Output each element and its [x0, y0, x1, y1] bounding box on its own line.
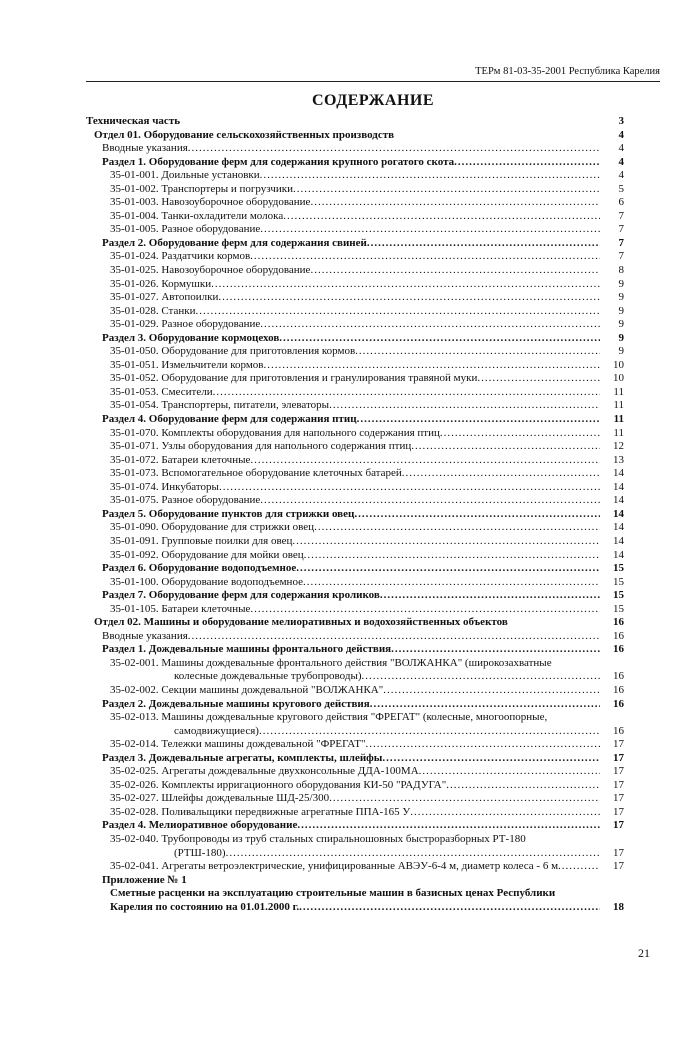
toc-entry-title: Комплекты оборудования для напольного содержания птиц [161, 426, 440, 439]
toc-leader-dots [226, 847, 600, 861]
toc-entry-code: 35-01-051. [110, 358, 162, 371]
toc-entry-page: 8 [618, 264, 624, 277]
toc-entry [86, 332, 624, 346]
toc-entry [86, 156, 624, 170]
toc-leader-dots [213, 386, 600, 400]
toc-entry-page: 9 [618, 318, 624, 331]
toc-entry-page: 17 [613, 860, 624, 873]
toc-leader-dots [391, 643, 600, 657]
toc-entry-title: Тележки машины дождевальной "ФРЕГАТ" [161, 738, 366, 751]
toc-entry-page: 17 [613, 792, 624, 805]
toc-entry-code: 35-02-028. [110, 805, 162, 818]
toc-entry-title: Навозоуборочное оборудование [161, 196, 311, 209]
toc-leader-dots [310, 196, 600, 210]
toc-entry [86, 576, 624, 590]
toc-entry-page: 11 [613, 413, 624, 426]
toc-entry-title: Машины дождевальные кругового действия "ФРЕГАТ" (колесные, многоопорные, [161, 711, 548, 724]
toc-entry [86, 264, 624, 278]
toc-entry [86, 250, 624, 264]
toc-entry [86, 765, 624, 779]
toc-entry-code: 35-01-053. [110, 385, 162, 398]
toc-entry-page: 16 [613, 724, 624, 737]
toc-entry [86, 833, 624, 847]
toc-entry-page: 16 [613, 697, 624, 710]
toc-leader-dots [296, 562, 600, 576]
toc-leader-dots [383, 684, 600, 698]
toc-entry-title: Оборудование для приготовления кормов [161, 345, 356, 358]
toc-leader-dots [219, 481, 600, 495]
toc-entry [86, 196, 624, 210]
toc-entry-title: Сметные расценки на эксплуатацию строительные машин в базисных ценах Республики [110, 887, 556, 900]
toc-entry-page: 7 [618, 236, 624, 249]
toc-entry-page: 4 [618, 142, 624, 155]
toc-entry [86, 535, 624, 549]
toc-entry [86, 616, 624, 630]
toc-entry-title: Раздел 2. Оборудование ферм для содержания свиней [102, 236, 367, 249]
toc-entry [86, 670, 624, 684]
toc-entry-title: Вводные указания [102, 142, 188, 155]
toc-entry-page: 11 [613, 399, 624, 412]
toc-entry [86, 278, 624, 292]
toc-leader-dots [260, 223, 600, 237]
toc-entry-page: 5 [618, 182, 624, 195]
toc-leader-dots [355, 345, 600, 359]
toc-entry-title: Оборудование для стрижки овец [161, 521, 315, 534]
toc-leader-dots [354, 508, 600, 522]
toc-entry-code: 35-02-025. [110, 765, 162, 778]
toc-entry-page: 15 [613, 562, 624, 575]
toc-entry-title: Батареи клеточные [161, 602, 251, 615]
toc-entry [86, 399, 624, 413]
toc-entry-title: Раздел 7. Оборудование ферм для содержания кроликов [102, 589, 380, 602]
toc-entry-page: 4 [618, 155, 624, 168]
toc-entry [86, 508, 624, 522]
toc-entry-page: 13 [613, 453, 624, 466]
toc-entry [86, 589, 624, 603]
toc-entry [86, 887, 624, 901]
toc-entry-page: 16 [613, 683, 624, 696]
toc-entry-code: 35-01-071. [110, 440, 162, 453]
toc-entry [86, 603, 624, 617]
toc-leader-dots [188, 142, 600, 156]
toc-entry [86, 467, 624, 481]
toc-entry-title: Станки [161, 304, 196, 317]
toc-entry [86, 427, 624, 441]
toc-entry-page: 16 [613, 643, 624, 656]
page-title: СОДЕРЖАНИЕ [311, 92, 435, 109]
toc-entry-code: 35-01-050. [110, 345, 162, 358]
toc-entry-title: Секции машины дождевальной "ВОЛЖАНКА" [161, 683, 384, 696]
toc-entry-page: 16 [613, 670, 624, 683]
toc-leader-dots [211, 278, 600, 292]
toc-entry-title: Раздел 2. Дождевальные машины кругового действия [102, 697, 370, 710]
toc-entry-page: 18 [613, 900, 624, 913]
toc-entry-code: 35-02-040. [110, 832, 162, 845]
toc-entry-page: 14 [613, 480, 624, 493]
toc-entry-page: 17 [613, 738, 624, 751]
toc-entry-page: 17 [613, 819, 624, 832]
toc-entry-code: 35-02-013. [110, 711, 162, 724]
toc-leader-dots [304, 549, 600, 563]
toc-entry-page: 10 [613, 358, 624, 371]
toc-entry-page: 7 [618, 209, 624, 222]
toc-entry-code: 35-01-105. [110, 602, 162, 615]
toc-leader-dots [357, 413, 600, 427]
toc-entry-page: 12 [613, 440, 624, 453]
toc-entry-code: 35-01-002. [110, 182, 162, 195]
toc-leader-dots [260, 318, 600, 332]
toc-entry [86, 142, 624, 156]
toc-leader-dots [362, 670, 600, 684]
toc-leader-dots [250, 603, 600, 617]
toc-entry-title: Комплекты ирригационного оборудования КИ-50 "РАДУГА" [161, 778, 447, 791]
toc-entry-title: Смесители [161, 385, 213, 398]
toc-entry-code: 35-01-025. [110, 264, 162, 277]
toc-leader-dots [299, 901, 600, 915]
toc-entry-page: 9 [618, 291, 624, 304]
toc-entry-code: 35-02-027. [110, 792, 162, 805]
toc-entry-code: 35-01-090. [110, 521, 162, 534]
toc-entry-page: 6 [618, 196, 624, 209]
toc-entry-code: 35-01-091. [110, 534, 162, 547]
toc-entry-title: Раздел 3. Дождевальные агрегаты, комплекты, шлейфы [102, 751, 383, 764]
toc-entry-title: Раздел 6. Оборудование водоподъемное [102, 562, 297, 575]
toc-entry-title: колесные дождевальные трубопроводы) [174, 670, 362, 683]
toc-entry-code: 35-02-014. [110, 738, 162, 751]
toc-entry-page: 9 [618, 277, 624, 290]
toc-entry-page: 10 [613, 372, 624, 385]
toc-entry [86, 129, 624, 143]
toc-entry [86, 874, 624, 888]
toc-entry-code: 35-01-027. [110, 291, 162, 304]
toc-entry [86, 643, 624, 657]
toc-leader-dots [263, 359, 600, 373]
toc-entry-title: Техническая часть [86, 115, 181, 127]
toc-entry-title: Вспомогательное оборудование клеточных батарей [161, 467, 402, 480]
toc-entry-title: Поливальщики передвижные агрегатные ППА-165 У [161, 805, 411, 818]
toc-entry-title: Приложение № 1 [102, 873, 187, 886]
toc-entry-code: 35-02-002. [110, 683, 162, 696]
toc-entry-title: Измельчители кормов [161, 358, 264, 371]
toc-entry-title: Групповые поилки для овец [161, 534, 293, 547]
toc-leader-dots [382, 752, 600, 766]
toc-entry-title: Оборудование для мойки овец [161, 548, 304, 561]
toc-entry-title: Вводные указания [102, 629, 188, 642]
toc-entry [86, 562, 624, 576]
toc-entry-page: 17 [613, 778, 624, 791]
toc-entry-code: 35-01-005. [110, 223, 162, 236]
toc-leader-dots [446, 779, 600, 793]
toc-entry [86, 291, 624, 305]
toc-entry-page: 17 [613, 846, 624, 859]
toc-entry-code: 35-02-041. [110, 860, 162, 873]
toc-entry-page: 14 [613, 507, 624, 520]
toc-entry-page: 17 [613, 805, 624, 818]
page-number: 21 [638, 946, 650, 960]
toc-entry [86, 860, 624, 874]
toc-entry [86, 779, 624, 793]
toc-entry-page: 4 [618, 169, 624, 182]
toc-entry [86, 386, 624, 400]
toc-leader-dots [477, 372, 600, 386]
toc-leader-dots [558, 860, 600, 874]
toc-entry-title: Транспортеры и погрузчики [161, 182, 294, 195]
toc-entry-code: 35-01-074. [110, 480, 162, 493]
toc-entry-title: Раздел 4. Мелиоративное оборудование [102, 819, 298, 832]
toc-entry-title: Автопоилки [161, 291, 219, 304]
toc-entry-title: Раздел 3. Оборудование кормоцехов [102, 331, 280, 344]
running-header: ТЕРм 81-03-35-2001 Республика Карелия [475, 66, 660, 77]
toc-entry-page: 16 [613, 629, 624, 642]
table-of-contents [86, 115, 624, 914]
toc-leader-dots [283, 210, 600, 224]
toc-entry [86, 698, 624, 712]
toc-entry [86, 115, 624, 129]
toc-entry-title: Раздел 5. Оборудование пунктов для стрижки овец [102, 507, 355, 520]
toc-entry-code: 35-01-052. [110, 372, 162, 385]
toc-leader-dots [370, 698, 600, 712]
toc-entry-code: 35-01-072. [110, 453, 162, 466]
toc-entry [86, 711, 624, 725]
toc-leader-dots [410, 806, 600, 820]
toc-entry-page: 9 [618, 331, 624, 344]
toc-entry [86, 413, 624, 427]
toc-leader-dots [293, 183, 600, 197]
toc-entry-title: Навозоуборочное оборудование [161, 264, 311, 277]
toc-entry [86, 359, 624, 373]
toc-entry-title: Разное оборудование [161, 318, 261, 331]
toc-entry [86, 440, 624, 454]
toc-entry [86, 481, 624, 495]
toc-entry [86, 725, 624, 739]
toc-entry-title: Шлейфы дождевальные ШД-25/300 [161, 792, 330, 805]
toc-leader-dots [188, 630, 600, 644]
toc-entry-code: 35-01-054. [110, 399, 162, 412]
toc-leader-dots [195, 305, 600, 319]
toc-leader-dots [250, 250, 600, 264]
toc-entry-title: Разное оборудование [161, 223, 261, 236]
toc-entry-title: Доильные установки [161, 169, 260, 182]
toc-entry [86, 318, 624, 332]
toc-entry-code: 35-01-024. [110, 250, 162, 263]
toc-entry-page: 15 [613, 602, 624, 615]
toc-entry [86, 630, 624, 644]
toc-leader-dots [292, 535, 600, 549]
toc-entry [86, 847, 624, 861]
toc-entry [86, 305, 624, 319]
toc-leader-dots [454, 156, 600, 170]
toc-entry [86, 657, 624, 671]
toc-entry-page: 11 [613, 385, 624, 398]
toc-entry-title: Кормушки [161, 277, 212, 290]
toc-entry [86, 372, 624, 386]
toc-entry-title: Оборудование водоподъемное [161, 575, 303, 588]
toc-entry-page: 9 [618, 304, 624, 317]
toc-leader-dots [303, 576, 600, 590]
toc-entry-title: (РТШ-180) [174, 846, 226, 859]
toc-entry-title: Танки-охладители молока [161, 209, 284, 222]
toc-entry [86, 901, 624, 915]
toc-entry-code: 35-01-075. [110, 494, 162, 507]
toc-entry-code: 35-01-070. [110, 426, 162, 439]
toc-leader-dots [297, 819, 600, 833]
toc-entry-title: Раздел 4. Оборудование ферм для содержания птиц [102, 413, 357, 426]
toc-entry-page: 15 [613, 589, 624, 602]
toc-entry-page: 7 [618, 223, 624, 236]
toc-entry-title: Раздел 1. Дождевальные машины фронтального действия [102, 643, 392, 656]
toc-entry-page: 3 [618, 115, 624, 127]
toc-entry-code: 35-02-026. [110, 778, 162, 791]
toc-entry-title: Карелия по состоянию на 01.01.2000 г. [110, 900, 300, 913]
toc-leader-dots [419, 765, 600, 779]
toc-entry-title: Разное оборудование [161, 494, 261, 507]
toc-entry-title: Отдел 02. Машины и оборудование мелиоративных и водохозяйственных объектов [94, 616, 508, 629]
toc-entry-code: 35-01-100. [110, 575, 162, 588]
toc-leader-dots [329, 792, 600, 806]
toc-leader-dots [367, 237, 600, 251]
toc-leader-dots [310, 264, 600, 278]
toc-entry [86, 237, 624, 251]
toc-entry-page: 14 [613, 521, 624, 534]
toc-entry-title: Агрегаты ветроэлектрические, унифицированные АВЭУ-6-4 м, диаметр колеса - 6 м [161, 860, 559, 873]
toc-entry-title: самодвижущиеся) [174, 724, 259, 737]
toc-entry-page: 14 [613, 467, 624, 480]
toc-leader-dots [329, 399, 600, 413]
toc-entry [86, 738, 624, 752]
toc-entry [86, 494, 624, 508]
toc-entry-code: 35-01-073. [110, 467, 162, 480]
toc-entry-page: 17 [613, 765, 624, 778]
toc-entry [86, 169, 624, 183]
toc-entry-code: 35-02-001. [110, 656, 162, 669]
toc-entry-title: Трубопроводы из труб стальных спиральношовных быстроразборных РТ-180 [161, 832, 526, 845]
toc-entry-code: 35-01-001. [110, 169, 162, 182]
toc-leader-dots [440, 427, 600, 441]
toc-entry-title: Машины дождевальные фронтального действия "ВОЛЖАНКА" (широкозахватные [161, 656, 552, 669]
toc-entry [86, 792, 624, 806]
toc-entry [86, 684, 624, 698]
toc-entry-code: 35-01-004. [110, 209, 162, 222]
toc-leader-dots [260, 169, 600, 183]
toc-leader-dots [411, 440, 600, 454]
toc-entry [86, 549, 624, 563]
toc-entry-page: 7 [618, 250, 624, 263]
toc-entry-code: 35-01-029. [110, 318, 162, 331]
toc-entry [86, 454, 624, 468]
toc-leader-dots [250, 454, 600, 468]
toc-entry-title: Агрегаты дождевальные двухконсольные ДДА-100МА [161, 765, 419, 778]
toc-entry-code: 35-01-028. [110, 304, 162, 317]
toc-entry [86, 819, 624, 833]
toc-leader-dots [279, 332, 600, 346]
toc-entry [86, 210, 624, 224]
toc-entry-title: Батареи клеточные [161, 453, 251, 466]
toc-entry-title: Раздел 1. Оборудование ферм для содержания крупного рогатого скота [102, 155, 455, 168]
toc-entry-page: 11 [613, 426, 624, 439]
toc-leader-dots [260, 494, 600, 508]
toc-leader-dots [402, 467, 600, 481]
toc-entry-page: 14 [613, 534, 624, 547]
toc-entry-page: 14 [613, 494, 624, 507]
toc-leader-dots [365, 738, 600, 752]
toc-entry-title: Инкубаторы [161, 480, 219, 493]
toc-entry-code: 35-01-026. [110, 277, 162, 290]
toc-leader-dots [259, 725, 600, 739]
toc-entry-title: Раздатчики кормов [161, 250, 251, 263]
toc-entry-code: 35-01-092. [110, 548, 162, 561]
toc-entry-page: 15 [613, 575, 624, 588]
toc-entry-page: 4 [618, 128, 624, 141]
toc-entry-page: 14 [613, 548, 624, 561]
toc-leader-dots [380, 589, 600, 603]
toc-entry-code: 35-01-003. [110, 196, 162, 209]
toc-leader-dots [218, 291, 600, 305]
toc-entry [86, 521, 624, 535]
toc-entry-title: Оборудование для приготовления и гранулирования травяной муки [161, 372, 478, 385]
header-rule [86, 81, 660, 82]
toc-entry [86, 183, 624, 197]
toc-entry-title: Транспортеры, питатели, элеваторы [161, 399, 330, 412]
toc-entry [86, 806, 624, 820]
toc-leader-dots [314, 521, 600, 535]
toc-entry [86, 345, 624, 359]
toc-entry-title: Отдел 01. Оборудование сельскохозяйственных производств [94, 128, 395, 141]
toc-entry-page: 16 [613, 616, 624, 629]
toc-entry-title: Узлы оборудования для напольного содержания птиц [161, 440, 412, 453]
toc-entry-page: 17 [613, 751, 624, 764]
toc-entry-page: 9 [618, 345, 624, 358]
toc-entry [86, 223, 624, 237]
toc-entry [86, 752, 624, 766]
